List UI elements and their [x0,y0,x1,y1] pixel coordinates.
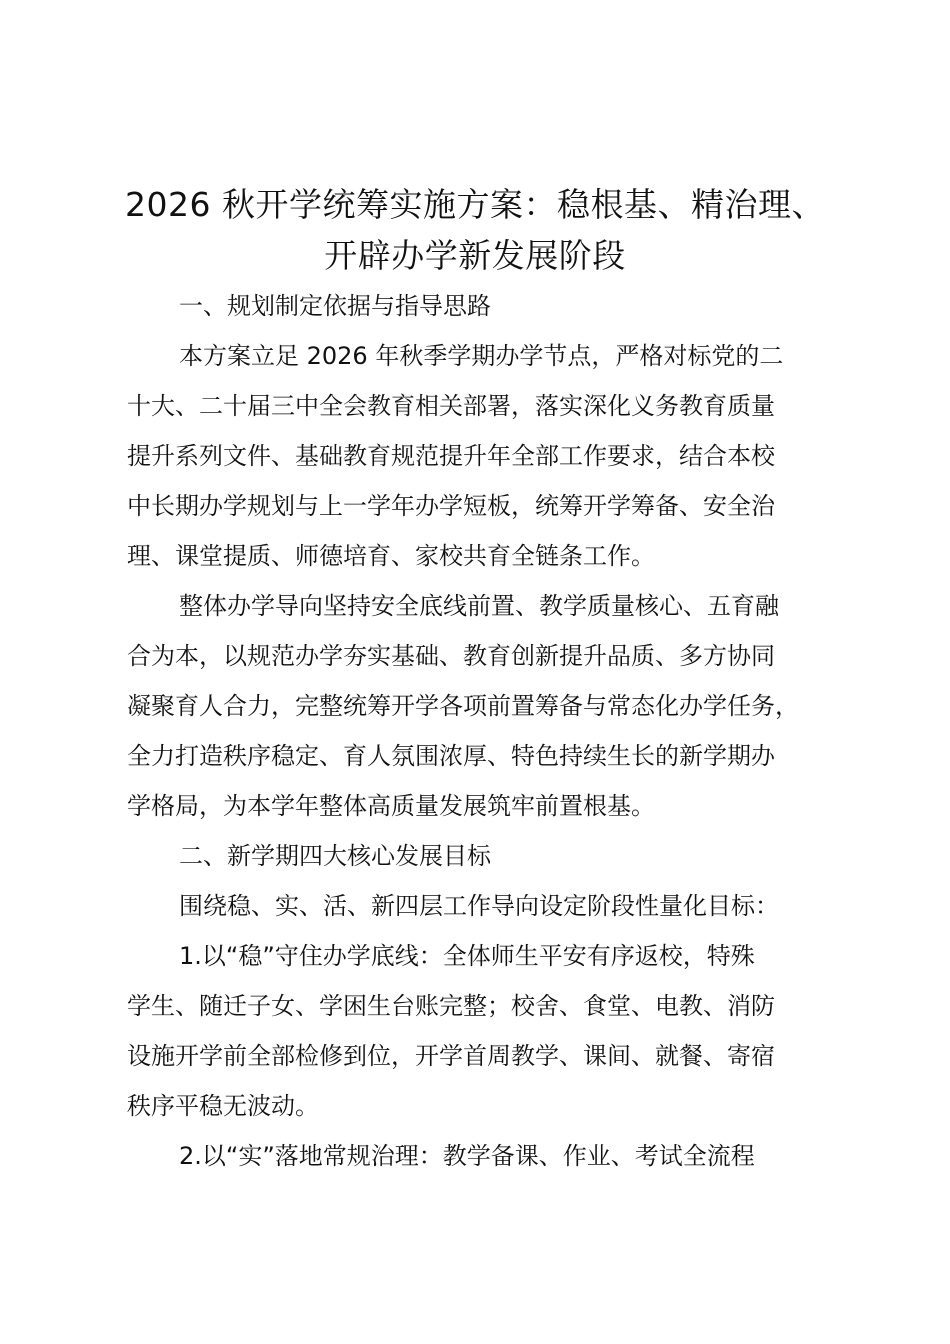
paragraph-line: 1.以“稳”守住办学底线：全体师生平安有序返校，特殊 [179,942,755,970]
section-heading-2: 二、新学期四大核心发展目标 [179,842,491,870]
document-body [127,281,867,1181]
paragraph-line: 提升系列文件、基础教育规范提升年全部工作要求，结合本校 [127,442,775,470]
section-heading-1: 一、规划制定依据与指导思路 [179,292,491,320]
paragraph-line: 秩序平稳无波动。 [127,1092,319,1120]
paragraph-line: 理、课堂提质、师德培育、家校共育全链条工作。 [127,542,655,570]
paragraph-line: 学生、随迁子女、学困生台账完整；校舍、食堂、电教、消防 [127,992,775,1020]
title-line-2: 开辟办学新发展阶段 [324,236,626,275]
paragraph-line: 凝聚育人合力，完整统筹开学各项前置筹备与常态化办学任务， [127,692,799,720]
paragraph-line: 设施开学前全部检修到位，开学首周教学、课间、就餐、寄宿 [127,1042,775,1070]
paragraph-line: 中长期办学规划与上一学年办学短板，统筹开学筹备、安全治 [127,492,775,520]
paragraph-line: 全力打造秩序稳定、育人氛围浓厚、特色持续生长的新学期办 [127,742,775,770]
paragraph-line: 十大、二十届三中全会教育相关部署，落实深化义务教育质量 [127,392,775,420]
paragraph-line: 学格局，为本学年整体高质量发展筑牢前置根基。 [127,792,655,820]
title-line-1: 2026 秋开学统筹实施方案：稳根基、精治理、 [125,185,825,224]
paragraph-line: 2.以“实”落地常规治理：教学备课、作业、考试全流程 [179,1142,755,1170]
paragraph-line: 围绕稳、实、活、新四层工作导向设定阶段性量化目标： [179,892,779,920]
paragraph-line: 整体办学导向坚持安全底线前置、教学质量核心、五育融 [179,592,779,620]
paragraph-line: 合为本，以规范办学夯实基础、教育创新提升品质、多方协同 [127,642,775,670]
paragraph-line: 本方案立足 2026 年秋季学期办学节点，严格对标党的二 [179,342,784,370]
